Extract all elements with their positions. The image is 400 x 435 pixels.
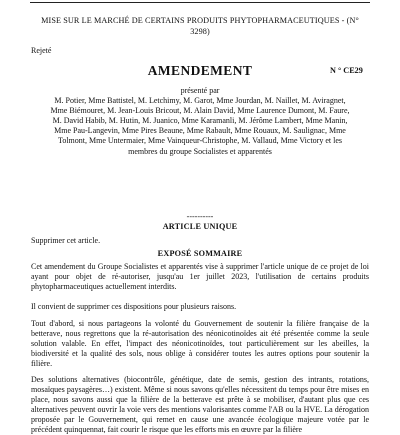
presented-by-block <box>45 86 355 157</box>
paragraph-4-text: Des solutions alternatives (biocontrôle, génétique, date de semis, gestion des intrants, rotations, mosaïques paysagères…) existent. Même si nous savons qu'elles nécessitent du temps pour être mises en place, nous savons aussi que la filière de la betterave est prête à se mobiliser, d'autant plus que ces alternatives peuvent ouvrir la voie vers des mentions valorisantes comme l'AB ou la HVE. La dérogation proposée par le Gouvernement, qui remet en cause une avancée écologique majeure votée par le précédent quinquennat, fait courir le risque que les efforts mis en œuvre par la filière <box>31 375 369 434</box>
document-title: MISE SUR LE MARCHÉ DE CERTAINS PRODUITS PHYTOPHARMACEUTIQUES - (N° 3298) <box>41 16 359 36</box>
presented-by-intro: présenté par <box>180 86 220 95</box>
amendment-number: N ° CE29 <box>330 66 363 75</box>
article-heading: ARTICLE UNIQUE <box>162 222 238 231</box>
presented-by-list: M. Potier, Mme Battistel, M. Letchimy, M. Garot, Mme Jourdan, M. Naillet, M. Aviragnet, Mme Biémouret, M. Jean-Louis Bricout, M. Alain David, Mme Laurence Dumont, M. Faure, M. David Habib, M. Hutin, M. Juanico, Mme Karamanli, M. Jérôme Lambert, Mme Manin, Mme Pau-Langevin, Mme Pires Beaune, Mme Rabault, Mme Rouaux, M. Saulignac, Mme Tolmont, Mme Untermaier, Mme Vainqueur-Christophe, M. Vallaud, Mme Victory et les membres du groupe Socialistes et apparentés <box>50 96 350 156</box>
paragraph-flow <box>31 319 369 434</box>
paragraph-3-text: Tout d'abord, si nous partageons la volonté du Gouvernement de soutenir la filière française de la betterave, nous regrettons que la ré-autorisation des néonicotinoïdes ait été présentée comme la seule solution valable. En effet, l'impact des néonicotinoïdes, tout particulièrement sur les abeilles, la biodiversité et la qualité des sols, nous oblige à considérer toutes les autres options pour soutenir la filière. <box>31 319 369 368</box>
separator: ---------- <box>186 212 214 221</box>
paragraph-2: Il convient de supprimer ces dispositions pour plusieurs raisons. <box>31 302 237 311</box>
paragraph-1: Cet amendement du Groupe Socialistes et apparentés vise à supprimer l'article unique de ce projet de loi ayant pour objet de ré-autoriser, jusqu'au 1er juillet 2023, l'utilisation de certains produits phytopharmaceutiques actuellement interdits. <box>31 262 369 291</box>
expose-heading: EXPOSÉ SOMMAIRE <box>157 249 243 258</box>
article-text: Supprimer cet article. <box>31 236 101 245</box>
status-label: Rejeté <box>31 46 52 55</box>
top-rule <box>30 2 370 3</box>
amendment-heading: AMENDEMENT <box>147 63 253 78</box>
